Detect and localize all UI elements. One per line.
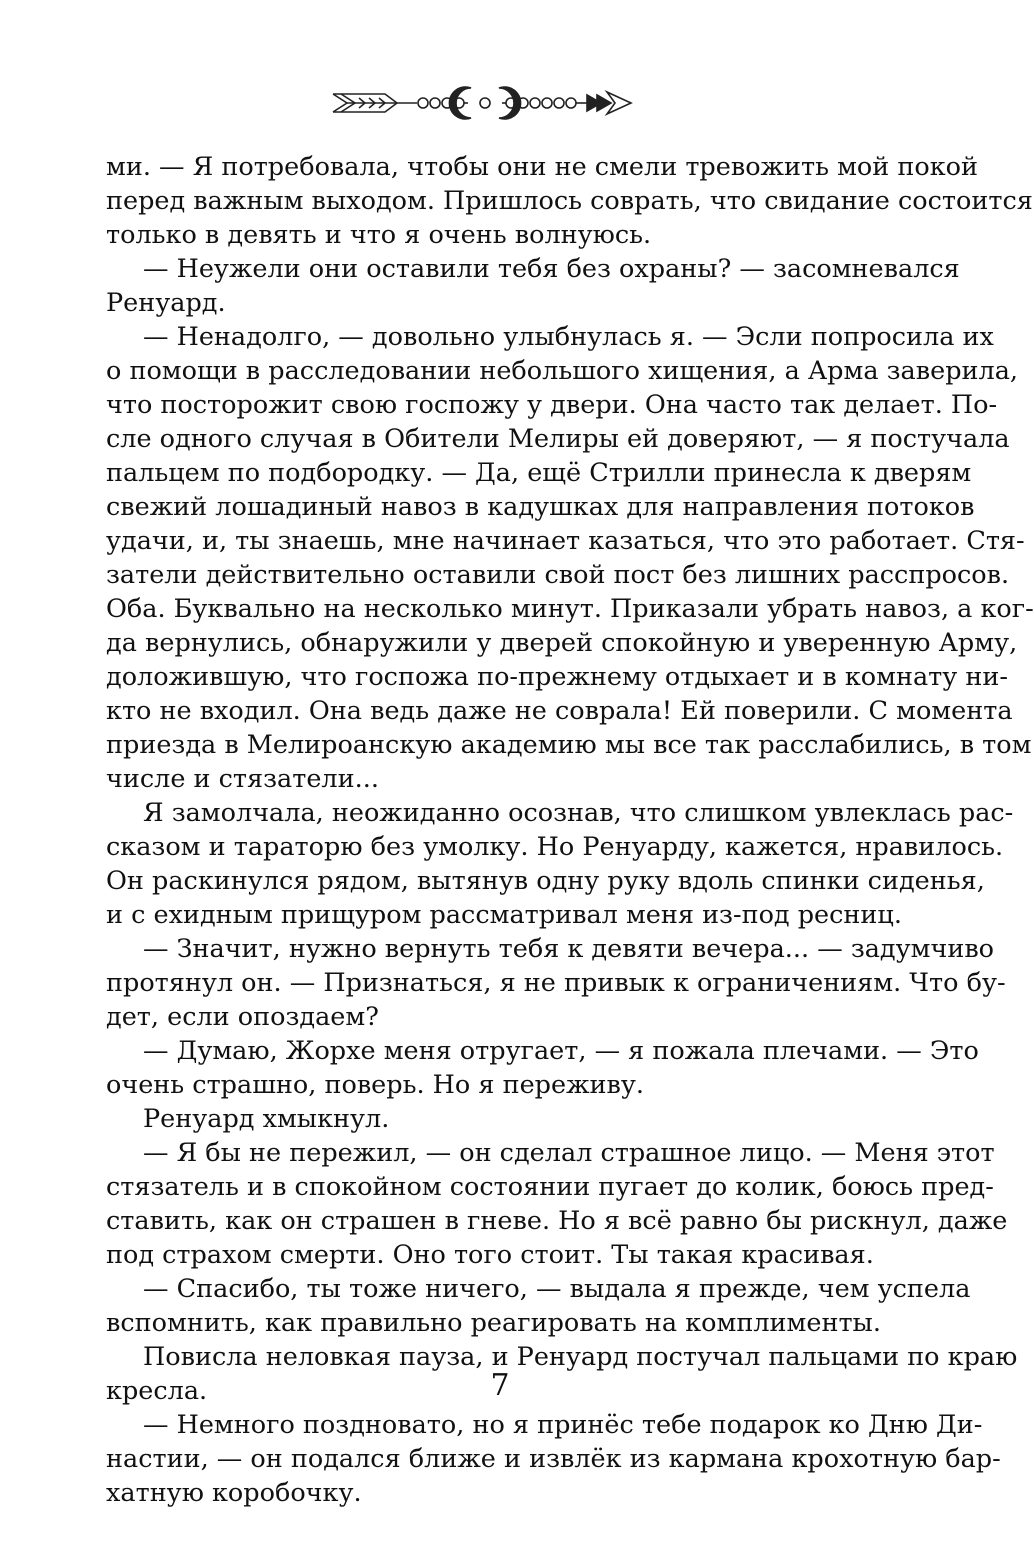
text-line: стязатель и в спокойном состоянии пугает до колик, боюсь пред- <box>106 1172 994 1202</box>
text-line: свежий лошадиный навоз в кадушках для направления потоков <box>106 492 975 522</box>
text-line: Оба. Буквально на несколько минут. Приказали убрать навоз, а ког- <box>106 594 1034 624</box>
text-line: доложившую, что госпожа по-прежнему отдыхает и в комнату ни- <box>106 662 1008 692</box>
text-line: — Немного поздновато, но я принёс тебе подарок ко Дню Ди- <box>143 1410 983 1440</box>
text-line: пальцем по подбородку. — Да, ещё Стрилли принесла к дверям <box>106 458 972 488</box>
header-ornament-icon <box>325 78 645 128</box>
page-number: 7 <box>490 1368 510 1403</box>
text-line: что посторожит свою госпожу у двери. Она часто так делает. По- <box>106 390 998 420</box>
text-line: — Я бы не пережил, — он сделал страшное лицо. — Меня этот <box>143 1138 995 1168</box>
text-line: сле одного случая в Обители Мелиры ей доверяют, — я постучала <box>106 424 1010 454</box>
text-line: Ренуард. <box>106 288 226 318</box>
text-line: затели действительно оставили свой пост без лишних расспросов. <box>106 560 1010 590</box>
text-line: да вернулись, обнаружили у дверей спокойную и уверенную Арму, <box>106 628 1018 658</box>
text-line: — Ненадолго, — довольно улыбнулась я. — Эсли попросила их <box>143 322 994 352</box>
text-line: сказом и тараторю без умолку. Но Ренуарду, кажется, нравилось. <box>106 832 1004 862</box>
text-line: Я замолчала, неожиданно осознав, что слишком увлеклась рас- <box>143 798 1014 828</box>
text-line: — Значит, нужно вернуть тебя к девяти вечера... — задумчиво <box>143 934 995 964</box>
text-line: — Думаю, Жорхе меня отругает, — я пожала плечами. — Это <box>143 1036 979 1066</box>
text-line: удачи, и, ты знаешь, мне начинает казаться, что это работает. Стя- <box>106 526 1025 556</box>
text-line: — Неужели они оставили тебя без охраны? — засомневался <box>143 254 960 284</box>
text-line: ставить, как он страшен в гневе. Но я всё равно бы рискнул, даже <box>106 1206 1008 1236</box>
text-line: о помощи в расследовании небольшого хищения, а Арма заверила, <box>106 356 1019 386</box>
text-line: кто не входил. Она ведь даже не соврала! Ей поверили. С момента <box>106 696 1013 726</box>
text-line: под страхом смерти. Оно того стоит. Ты такая красивая. <box>106 1240 874 1270</box>
text-line: хатную коробочку. <box>106 1478 362 1508</box>
text-line: только в девять и что я очень волнуюсь. <box>106 220 652 250</box>
text-line: и с ехидным прищуром рассматривал меня из-под ресниц. <box>106 900 902 930</box>
text-line: протянул он. — Признаться, я не привык к ограничениям. Что бу- <box>106 968 1006 998</box>
text-line: настии, — он подался ближе и извлёк из кармана крохотную бар- <box>106 1444 1001 1474</box>
text-line: Повисла неловкая пауза, и Ренуард постучал пальцами по краю <box>143 1342 1018 1372</box>
text-line: Он раскинулся рядом, вытянув одну руку вдоль спинки сиденья, <box>106 866 985 896</box>
text-line: кресла. <box>106 1376 208 1406</box>
text-line: приезда в Мелироанскую академию мы все так расслабились, в том <box>106 730 1032 760</box>
text-line: ми. — Я потребовала, чтобы они не смели тревожить мой покой <box>106 152 979 182</box>
text-line: перед важным выходом. Пришлось соврать, что свидание состоится <box>106 186 1033 216</box>
text-line: — Спасибо, ты тоже ничего, — выдала я прежде, чем успела <box>143 1274 971 1304</box>
text-line: вспомнить, как правильно реагировать на комплименты. <box>106 1308 881 1338</box>
text-line: дет, если опоздаем? <box>106 1002 379 1032</box>
text-line: Ренуард хмыкнул. <box>143 1104 390 1134</box>
text-line: очень страшно, поверь. Но я переживу. <box>106 1070 644 1100</box>
text-line: числе и стязатели... <box>106 764 379 794</box>
